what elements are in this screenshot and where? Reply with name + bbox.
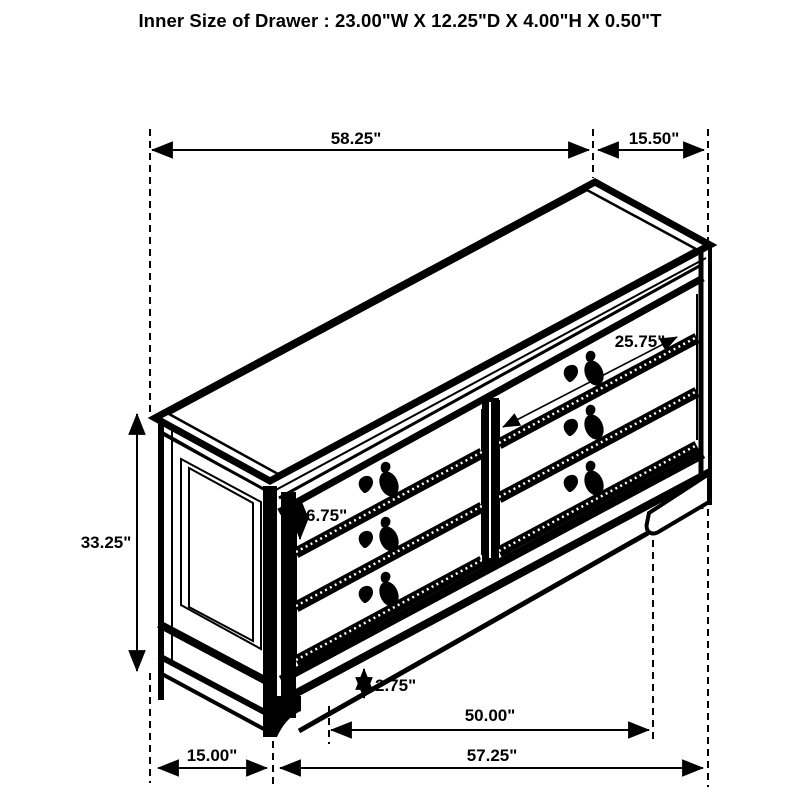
dim-label-top-side-depth: 15.50" — [628, 129, 680, 148]
diagram-title: Inner Size of Drawer : 23.00"W X 12.25"D X 4.00"H X 0.50"T — [138, 10, 662, 31]
dim-label-between-feet: 50.00" — [464, 706, 516, 725]
dim-label-top-width: 58.25" — [330, 129, 382, 148]
dim-label-side-depth: 15.00" — [186, 746, 238, 765]
dim-label-base-height: 2.75" — [375, 676, 417, 695]
side-base-molding — [159, 656, 272, 716]
dim-label-overall-height: 33.25" — [80, 533, 132, 552]
dim-overall-height — [81, 414, 137, 671]
dresser-drawing — [155, 182, 710, 737]
front-left-corner-post — [263, 486, 277, 737]
bail-handle-icon — [564, 461, 607, 499]
bail-handle-icon — [359, 572, 402, 610]
dim-between-feet — [331, 706, 649, 730]
dim-label-drawer-diagonal: 25.75" — [614, 332, 666, 351]
dim-top-side-depth — [598, 129, 704, 150]
dim-top-width — [152, 129, 589, 150]
front-left-stile — [281, 492, 296, 718]
dim-label-front-width: 57.25" — [466, 746, 518, 765]
side-skirt-bottom — [162, 674, 273, 734]
dim-side-depth — [158, 746, 267, 768]
bail-handle-icon — [359, 517, 402, 555]
side-recessed-panel-outer — [181, 459, 261, 649]
dimension-annotations — [81, 129, 708, 787]
left-side-panel — [159, 421, 273, 734]
dim-front-width — [280, 746, 703, 768]
bail-handle-icon — [564, 351, 607, 389]
dim-label-drawer-front-height: 6.75" — [306, 506, 348, 525]
side-bottom-rail — [159, 624, 272, 684]
dim-base-height — [364, 669, 416, 698]
left-front-foot — [277, 696, 301, 737]
